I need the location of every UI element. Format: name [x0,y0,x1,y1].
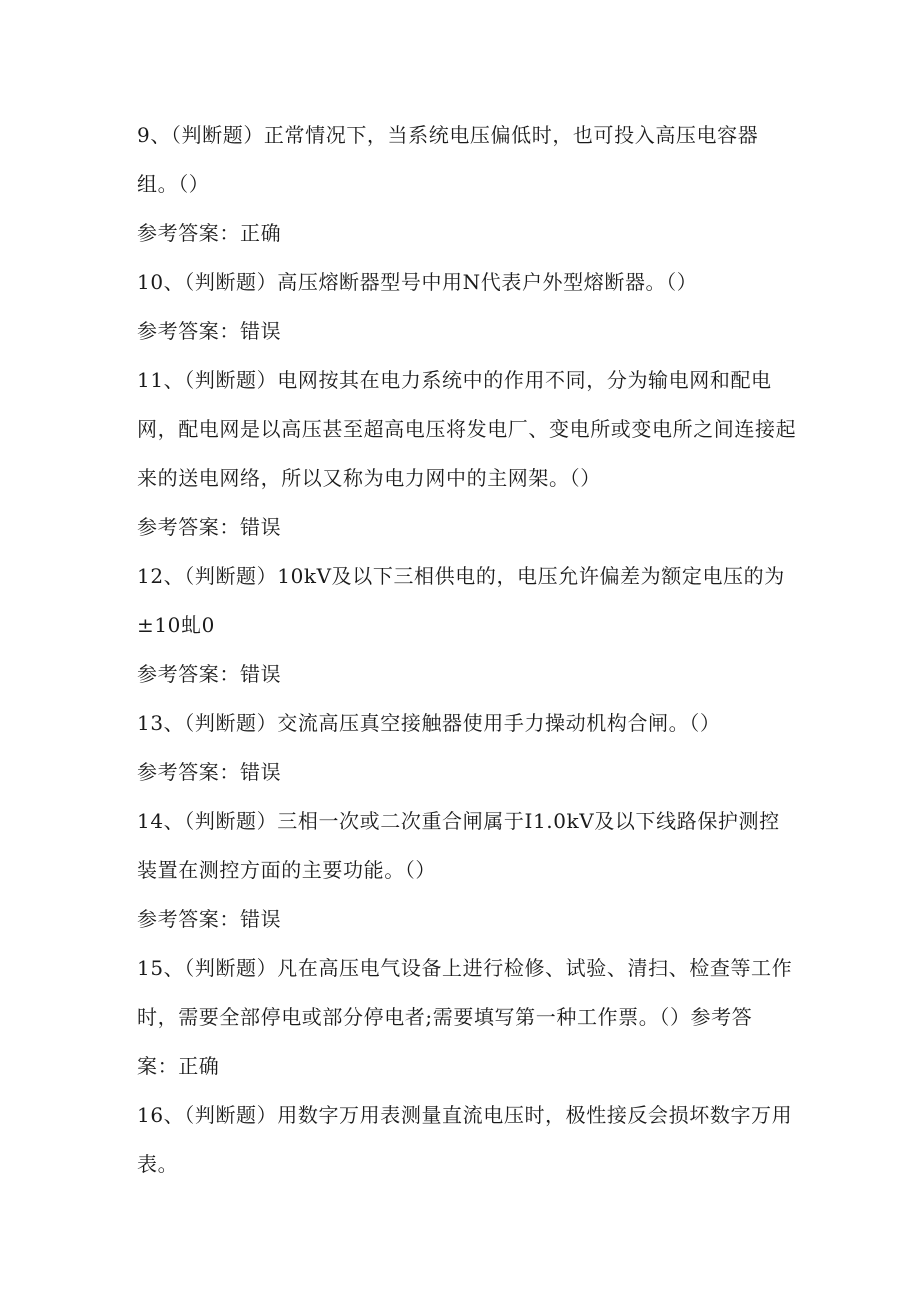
question-11-answer: 参考答案：错误 [137,515,282,539]
question-9-line-1: 9、（判断题）正常情况下，当系统电压偏低时，也可投入高压电容器 [137,123,759,147]
question-13-line-1: 13、（判断题）交流高压真空接触器使用手力操动机构合闸。（） [137,711,721,735]
question-15-line-3: 案：正确 [137,1054,220,1078]
question-14-line-1: 14、（判断题）三相一次或二次重合闸属于I1.0kV及以下线路保护测控 [137,809,780,833]
question-16-line-2: 表。 [137,1152,179,1176]
question-11-line-1: 11、（判断题）电网按其在电力系统中的作用不同，分为输电网和配电 [137,368,772,392]
question-9-answer: 参考答案：正确 [137,221,282,245]
question-12-answer: 参考答案：错误 [137,662,282,686]
question-11-line-2: 网，配电网是以高压甚至超高电压将发电厂、变电所或变电所之间连接起 [137,417,797,441]
question-12-line-2: ±10虬0 [137,613,215,637]
question-14-line-2: 装置在测控方面的主要功能。（） [137,858,436,882]
question-15-line-2: 时，需要全部停电或部分停电者;需要填写第一种工作票。（）参考答 [137,1005,753,1029]
question-9-line-2: 组。（） [137,172,210,196]
question-10-line-1: 10、（判断题）高压熔断器型号中用N代表户外型熔断器。（） [137,270,698,294]
question-12-line-1: 12、（判断题）10kV及以下三相供电的，电压允许偏差为额定电压的为 [137,564,785,588]
question-14-answer: 参考答案：错误 [137,907,282,931]
question-13-answer: 参考答案：错误 [137,760,282,784]
question-16-line-1: 16、（判断题）用数字万用表测量直流电压时，极性接反会损坏数字万用 [137,1103,793,1127]
question-10-answer: 参考答案：错误 [137,319,282,343]
question-15-line-1: 15、（判断题）凡在高压电气设备上进行检修、试验、清扫、检查等工作 [137,956,793,980]
question-11-line-3: 来的送电网络，所以又称为电力网中的主网架。（） [137,466,601,490]
